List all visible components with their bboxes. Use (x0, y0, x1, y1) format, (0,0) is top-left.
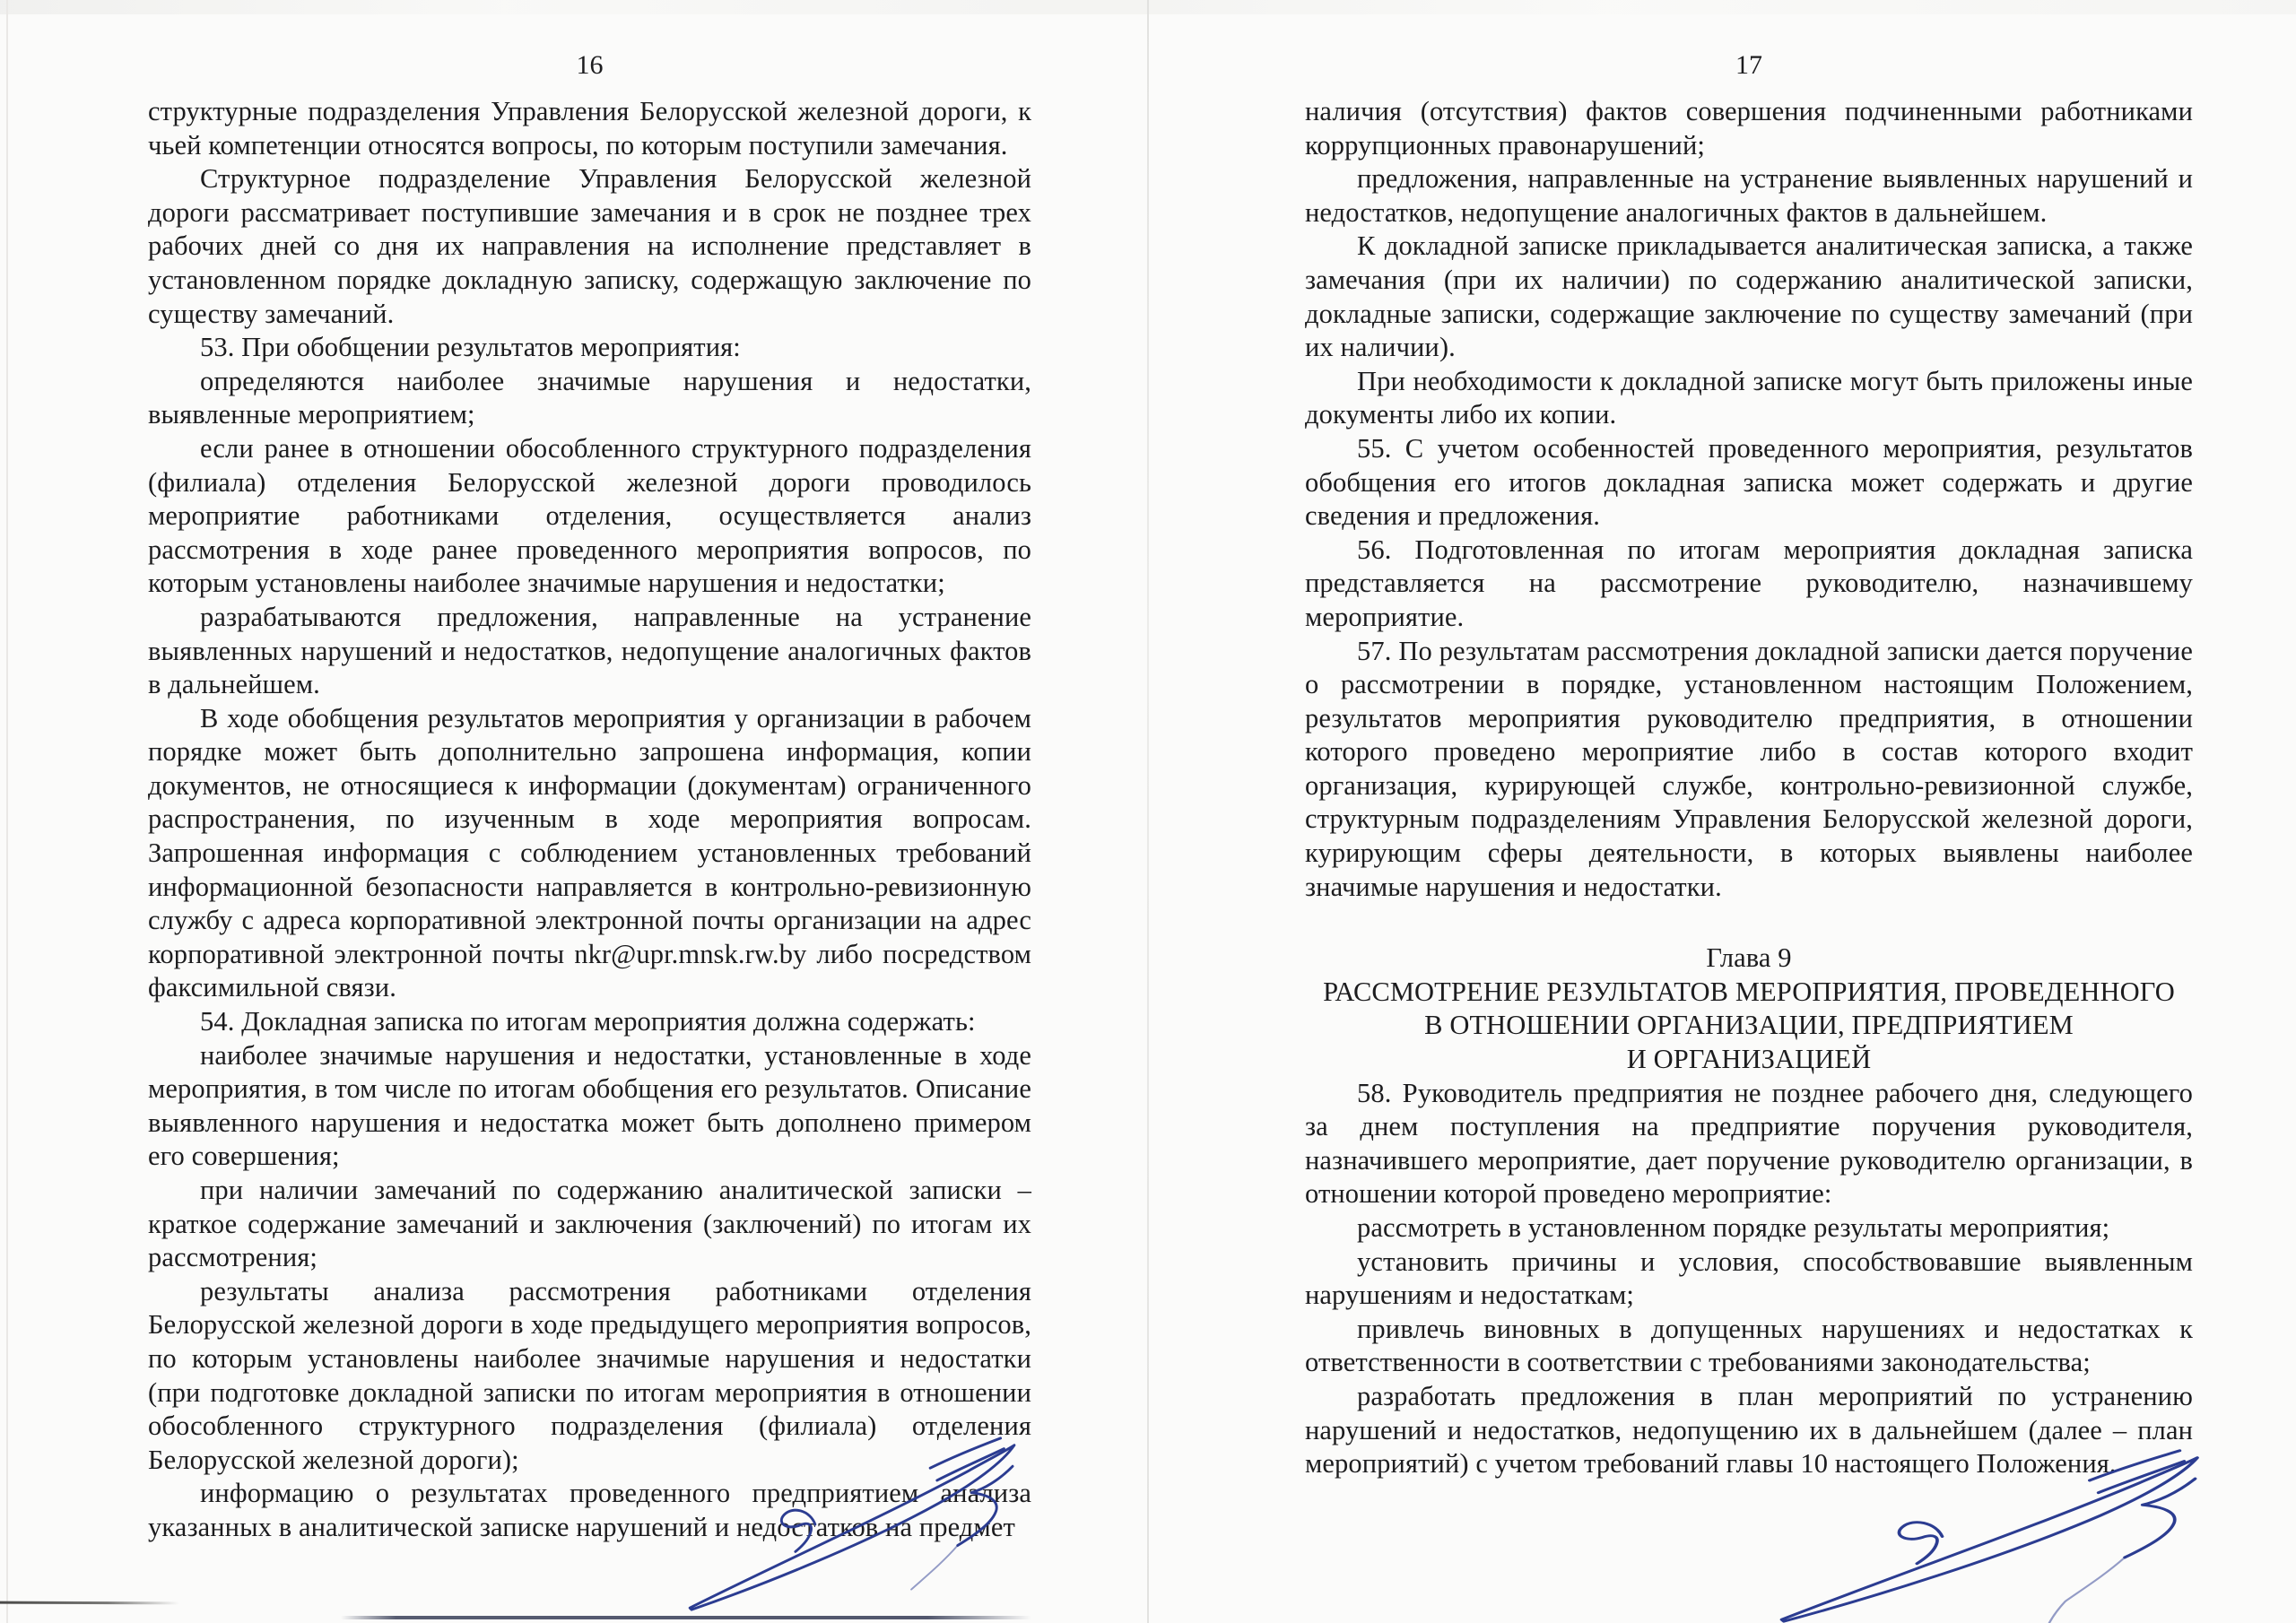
paragraph: если ранее в отношении обособленного структурного подразделения (филиала) отделения Белорусской железной дороги проводилось мероприятие работниками отделения, осуществляется анализ рассмотрения в ходе ранее проведенного мероприятия вопросов, по которым установлены наиболее значимые нарушения и недостатки; (148, 432, 1031, 599)
paragraph: При необходимости к докладной записке могут быть приложены иные документы либо их копии. (1305, 365, 2193, 430)
page-number: 17 (1735, 50, 1762, 80)
paragraph: разрабатываются предложения, направленные на устранение выявленных нарушений и недостатков, недопущение аналогичных фактов в дальнейшем. (148, 601, 1031, 700)
paragraph: 56. Подготовленная по итогам мероприятия докладная записка представляется на рассмотрение руководителю, назначившему мероприятие. (1305, 534, 2193, 632)
paragraph: 53. При обобщении результатов мероприятия: (200, 332, 741, 363)
paragraph: 54. Докладная записка по итогам мероприятия должна содержать: (200, 1006, 976, 1037)
paragraph: привлечь виновных в допущенных нарушениях и недостатках к ответственности в соответствии с требованиями законодательства; (1305, 1313, 2193, 1378)
page-16-body (148, 95, 1031, 1545)
handwritten-signature-page-17 (1760, 1444, 2222, 1623)
paragraph: определяются наиболее значимые нарушения и недостатки, выявленные мероприятием; (148, 365, 1031, 430)
paragraph: установить причины и условия, способствовавшие выявленным нарушениям и недостаткам; (1305, 1245, 2193, 1311)
paragraph: при наличии замечаний по содержанию аналитической записки – краткое содержание замечаний и заключения (заключений) по итогам их рассмотрения; (148, 1175, 1031, 1273)
paragraph: наличия (отсутствия) фактов совершения подчиненными работниками коррупционных правонарушений; (1305, 96, 2193, 161)
page-number: 16 (576, 50, 604, 80)
paragraph: наиболее значимые нарушения и недостатки, установленные в ходе мероприятия, в том числе по итогам обобщения его результатов. Описание выявленного нарушения и недостатка может быть дополнено примером его совершения; (148, 1039, 1031, 1172)
paragraph: предложения, направленные на устранение выявленных нарушений и недостатков, недопущение аналогичных фактов в дальнейшем. (1305, 163, 2193, 228)
paragraph: В ходе обобщения результатов мероприятия у организации в рабочем порядке может быть дополнительно запрошена информация, копии документов, не относящиеся к информации (документам) ограниченного распространения, по изученным в ходе мероприятия вопросам. Запрошенная информация с соблюдением установленных требований информационной безопасности направляется в контрольно-ревизионную службу с адреса корпоративной электронной почты организации на адрес корпоративной электронной почты nkr@upr.mnsk.rw.by либо посредством факсимильной связи. (148, 702, 1031, 1003)
paragraph: 57. По результатам рассмотрения докладной записки дается поручение о рассмотрении в порядке, установленном настоящим Положением, результатов мероприятия руководителю предприятия, в отношении которого проведено мероприятие либо в состав которого входит организация, курирующей службе, контрольно-ревизионной службе, структурным подразделениям Управления Белорусской железной дороги, курирующим сферы деятельности, в которых выявлены наиболее значимые нарушения и недостатки. (1305, 635, 2193, 902)
page-17-body (1305, 95, 2193, 1481)
paragraph: К докладной записке прикладывается аналитическая записка, а также замечания (при их наличии) по содержанию аналитической записки, докладные записки, содержащие заключение по существу замечаний (при их наличии). (1305, 230, 2193, 363)
paragraph: информацию о результатах проведенного предприятием анализа указанных в аналитической записке нарушений и недостатков на предмет (148, 1478, 1031, 1542)
paragraph: Структурное подразделение Управления Белорусской железной дороги рассматривает поступившие замечания и в срок не позднее трех рабочих дней со дня их направления на исполнение представляет в установленном порядке докладную записку, содержащую заключение по существу замечаний. (148, 163, 1031, 329)
paragraph: разработать предложения в план мероприятий по устранению нарушений и недостатков, недопущению их в дальнейшем (далее – план мероприятий) с учетом требований главы 10 настоящего Положения. (1305, 1380, 2193, 1480)
paragraph: рассмотреть в установленном порядке результаты мероприятия; (1357, 1212, 2110, 1243)
chapter-heading-line: И ОРГАНИЗАЦИЕЙ (1626, 1044, 1872, 1075)
paragraph: 55. С учетом особенностей проведенного мероприятия, результатов обобщения его итогов докладная записка может содержать и другие сведения и предложения. (1305, 432, 2193, 532)
paragraph: структурные подразделения Управления Белорусской железной дороги, к чьей компетенции относятся вопросы, по которым поступили замечания. (148, 96, 1031, 161)
handwritten-signature-page-16 (673, 1431, 1033, 1616)
chapter-title: Глава 9 (1706, 942, 1792, 974)
paragraph: 58. Руководитель предприятия не позднее рабочего дня, следующего за днем поступления на предприятие поручения руководителя, назначившего мероприятие, дает поручение руководителю организации, в отношении которой проведено мероприятие: (1305, 1077, 2193, 1210)
chapter-heading-line: РАССМОТРЕНИЕ РЕЗУЛЬТАТОВ МЕРОПРИЯТИЯ, ПРОВЕДЕННОГО (1323, 976, 2175, 1007)
page-17 (1148, 0, 2296, 1623)
chapter-heading-line: В ОТНОШЕНИИ ОРГАНИЗАЦИИ, ПРЕДПРИЯТИЕМ (1424, 1010, 2074, 1041)
paragraph: результаты анализа рассмотрения работниками отделения Белорусской железной дороги в ходе предыдущего мероприятия вопросов, по которым установлены наиболее значимые нарушения и недостатки (при подготовке докладной записки по итогам мероприятия в отношении обособленного структурного подразделения (филиала) отделения Белорусской железной дороги); (148, 1275, 1031, 1475)
